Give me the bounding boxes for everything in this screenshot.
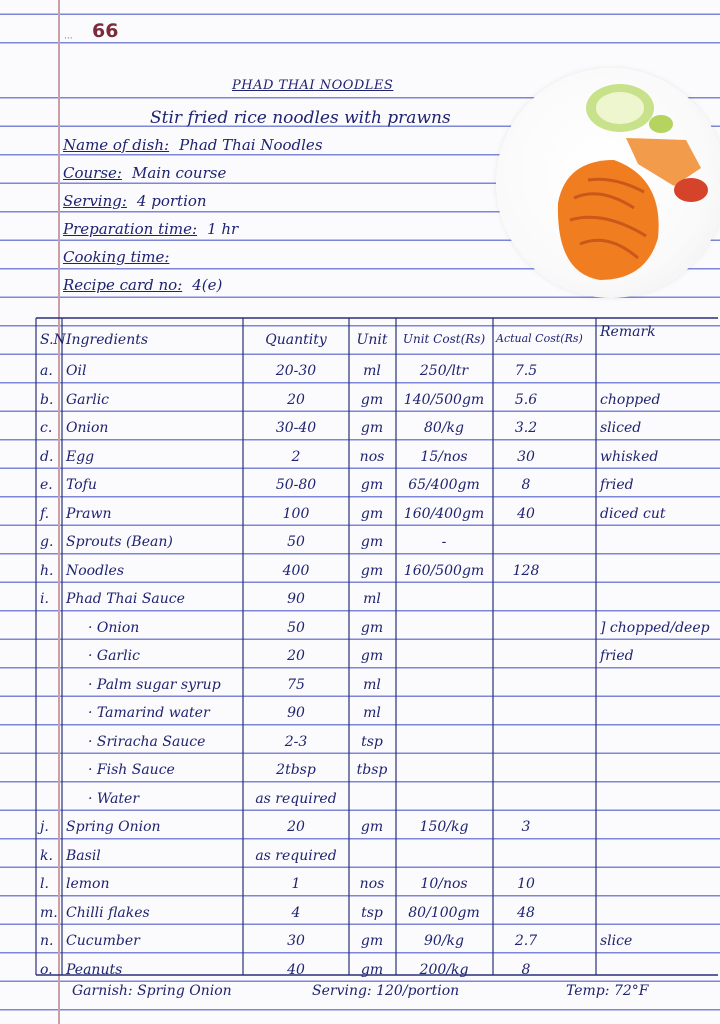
- row-quantity: 2tbsp: [276, 762, 316, 778]
- row-ingredient: lemon: [66, 876, 110, 892]
- row-actual-cost: 128: [512, 562, 540, 579]
- row-quantity: 50-80: [275, 477, 317, 493]
- row-actual-cost: 40: [517, 505, 535, 522]
- header-actual-cost: Actual Cost(Rs): [496, 332, 583, 345]
- row-ingredient: Phad Thai Sauce: [66, 591, 185, 607]
- row-quantity: 100: [282, 505, 310, 522]
- row-unit: gm: [360, 961, 384, 978]
- row-unit: gm: [360, 562, 384, 579]
- info-label: Name of dish:: [63, 136, 170, 154]
- row-sn: k.: [40, 847, 53, 864]
- row-actual-cost: 10: [517, 876, 535, 892]
- info-label: Recipe card no:: [63, 276, 183, 294]
- row-unit: gm: [360, 420, 384, 436]
- row-unit-cost: 160/400gm: [403, 505, 485, 522]
- row-ingredient: Peanuts: [66, 961, 123, 978]
- header-remark: Remark: [600, 324, 656, 340]
- row-ingredient: Onion: [66, 420, 109, 436]
- lime-wedge: [649, 115, 673, 133]
- row-unit-cost: 10/nos: [420, 876, 468, 892]
- recipe-subtitle: Stir fried rice noodles with prawns: [150, 108, 451, 128]
- row-unit: tsp: [361, 904, 383, 921]
- row-remark: fried: [600, 648, 634, 664]
- footer-serving: Serving: 120/portion: [312, 983, 460, 999]
- row-ingredient: Spring Onion: [66, 819, 161, 835]
- row-quantity: 90: [287, 591, 305, 607]
- row-unit-cost: 160/500gm: [403, 562, 485, 579]
- info-value: 4(e): [192, 276, 223, 294]
- row-quantity: 50: [287, 534, 305, 550]
- row-remark: fried: [600, 477, 634, 493]
- row-unit: gm: [360, 933, 384, 949]
- row-ingredient: Garlic: [66, 391, 110, 408]
- row-quantity: as required: [255, 847, 337, 864]
- row-quantity: 400: [282, 562, 310, 579]
- row-quantity: 1: [291, 876, 301, 892]
- row-actual-cost: 8: [521, 961, 531, 978]
- chilli-flakes: [674, 178, 708, 202]
- info-value: 1 hr: [207, 220, 239, 238]
- row-quantity: 2-3: [284, 733, 308, 750]
- row-remark: diced cut: [600, 505, 666, 522]
- row-sn: j.: [40, 819, 49, 835]
- row-unit-cost: 80/100gm: [408, 904, 480, 921]
- row-actual-cost: 3: [521, 819, 531, 835]
- row-unit: tsp: [361, 733, 383, 750]
- row-actual-cost: 2.7: [514, 933, 538, 949]
- header-sn: S.N: [40, 332, 66, 348]
- row-ingredient: Chilli flakes: [66, 904, 150, 921]
- row-quantity: 75: [287, 676, 305, 693]
- row-sn: g.: [40, 534, 54, 550]
- info-label: Cooking time:: [63, 248, 170, 266]
- header-quantity: Quantity: [265, 332, 327, 348]
- row-sn: a.: [40, 363, 53, 379]
- row-unit: ml: [363, 676, 381, 693]
- footer-temp: Temp: 72°F: [566, 983, 649, 999]
- row-actual-cost: 7.5: [514, 363, 538, 379]
- row-unit: nos: [359, 448, 385, 465]
- info-value: Phad Thai Noodles: [179, 136, 323, 154]
- row-unit: ml: [363, 705, 381, 721]
- row-ingredient: Cucumber: [66, 933, 140, 949]
- row-quantity: 20-30: [275, 363, 317, 379]
- row-remark: whisked: [600, 448, 659, 465]
- info-label: Course:: [63, 164, 122, 182]
- row-sn: f.: [40, 505, 50, 522]
- row-ingredient: Noodles: [66, 562, 125, 579]
- row-quantity: 2: [291, 448, 301, 465]
- header-unit: Unit: [356, 332, 388, 348]
- row-unit: ml: [363, 591, 381, 607]
- header-ingredients: Ingredients: [66, 332, 149, 348]
- row-unit-cost: 150/kg: [419, 819, 469, 835]
- row-actual-cost: 48: [517, 904, 535, 921]
- header-unit-cost: Unit Cost(Rs): [402, 332, 486, 346]
- row-ingredient: · Fish Sauce: [88, 762, 175, 778]
- dish-illustration: [496, 68, 720, 298]
- row-quantity: 4: [291, 904, 301, 921]
- row-sn: c.: [40, 420, 53, 436]
- row-quantity: 40: [287, 961, 305, 978]
- info-cooking-time: [63, 248, 179, 266]
- row-unit: tbsp: [356, 762, 388, 778]
- row-unit: gm: [360, 648, 384, 664]
- row-remark: slice: [600, 933, 633, 949]
- row-quantity: as required: [255, 790, 337, 807]
- row-ingredient: · Tamarind water: [88, 705, 210, 721]
- row-sn: e.: [40, 477, 53, 493]
- row-ingredient: Sprouts (Bean): [66, 534, 173, 550]
- row-remark: ] chopped/deep: [600, 619, 710, 636]
- info-label: Preparation time:: [63, 220, 198, 238]
- row-remark: sliced: [600, 420, 642, 436]
- row-ingredient: Oil: [66, 363, 87, 379]
- row-unit-cost: 15/nos: [420, 448, 468, 465]
- row-unit: gm: [360, 477, 384, 493]
- row-unit: gm: [360, 819, 384, 835]
- row-unit-cost: 65/400gm: [408, 477, 480, 493]
- row-actual-cost: 8: [521, 477, 531, 493]
- row-ingredient: Egg: [66, 448, 95, 465]
- row-ingredient: · Onion: [88, 619, 140, 636]
- recipe-title: PHAD THAI NOODLES: [232, 78, 394, 93]
- row-unit: gm: [360, 505, 384, 522]
- page-mark: ···: [64, 34, 73, 44]
- row-quantity: 90: [287, 705, 305, 721]
- row-actual-cost: 5.6: [514, 391, 538, 408]
- row-quantity: 20: [287, 819, 305, 835]
- info-recipe-card: [63, 276, 222, 294]
- row-quantity: 50: [287, 619, 305, 636]
- info-name: [63, 136, 323, 154]
- row-quantity: 30: [287, 933, 305, 949]
- row-unit-cost: 200/kg: [419, 961, 469, 978]
- info-value: Main course: [131, 164, 227, 182]
- row-ingredient: Basil: [66, 847, 101, 864]
- row-actual-cost: 3.2: [514, 420, 538, 436]
- row-sn: h.: [40, 562, 54, 579]
- row-ingredient: · Palm sugar syrup: [88, 676, 221, 693]
- row-sn: l.: [40, 876, 49, 892]
- row-unit: gm: [360, 619, 384, 636]
- info-label: Serving:: [63, 192, 127, 210]
- row-unit-cost: -: [441, 534, 447, 550]
- row-quantity: 20: [287, 648, 305, 664]
- row-ingredient: · Water: [88, 790, 140, 807]
- row-quantity: 30-40: [275, 420, 317, 436]
- info-serving: [63, 192, 207, 210]
- row-quantity: 20: [287, 391, 305, 408]
- info-value: 4 portion: [136, 192, 207, 210]
- row-unit-cost: 80/kg: [424, 420, 464, 436]
- row-unit-cost: 90/kg: [424, 933, 464, 949]
- row-sn: m.: [40, 904, 58, 921]
- row-ingredient: · Sriracha Sauce: [88, 733, 206, 750]
- info-course: [63, 164, 226, 182]
- row-sn: d.: [40, 448, 54, 465]
- row-ingredient: Tofu: [66, 477, 97, 493]
- row-actual-cost: 30: [517, 448, 535, 465]
- row-unit-cost: 140/500gm: [403, 391, 485, 408]
- info-prep-time: [63, 220, 238, 238]
- row-unit-cost: 250/ltr: [419, 363, 469, 379]
- page-number: 66: [92, 20, 119, 42]
- row-unit: ml: [363, 363, 381, 379]
- row-unit: gm: [360, 534, 384, 550]
- row-sn: i.: [40, 591, 49, 607]
- cucumber-flesh: [596, 92, 644, 124]
- row-ingredient: · Garlic: [88, 648, 140, 664]
- dish-photo: [496, 68, 720, 298]
- row-ingredient: Prawn: [66, 505, 112, 522]
- row-unit: nos: [359, 876, 385, 892]
- row-unit: gm: [360, 391, 384, 408]
- row-sn: n.: [40, 933, 54, 949]
- footer-garnish: Garnish: Spring Onion: [72, 983, 232, 999]
- row-remark: chopped: [600, 391, 661, 408]
- row-sn: o.: [40, 961, 53, 978]
- row-sn: b.: [40, 391, 54, 408]
